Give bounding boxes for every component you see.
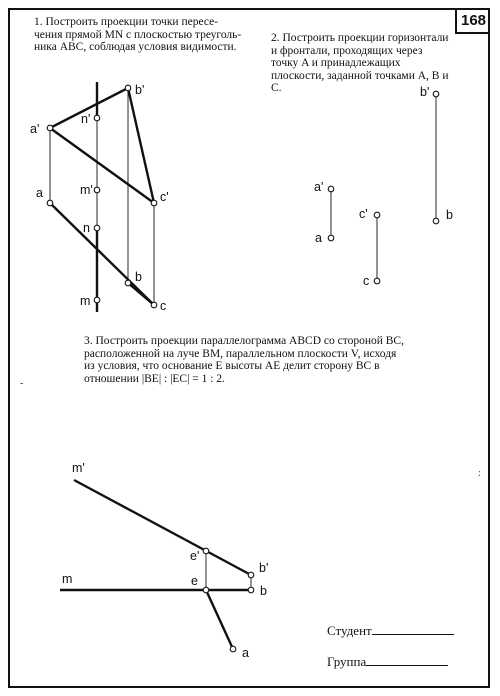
label-b-prime: b'	[420, 85, 430, 99]
point-b-prime	[433, 91, 439, 97]
label-m-prime: m'	[80, 183, 93, 197]
point-b	[433, 218, 439, 224]
label-c: c	[160, 299, 167, 313]
point-a	[47, 200, 53, 206]
label-n: n	[83, 221, 90, 235]
label-a: a	[36, 186, 43, 200]
label-b-prime: b'	[135, 83, 145, 97]
student-field	[327, 622, 454, 639]
point-a	[230, 646, 236, 652]
label-b: b	[135, 270, 142, 284]
label-a-prime: a'	[314, 180, 324, 194]
student-blank-line	[372, 622, 454, 635]
point-b-prime	[125, 85, 131, 91]
edge-a-c	[50, 203, 154, 305]
point-c-prime	[151, 200, 157, 206]
point-m-prime	[94, 187, 100, 193]
student-label: Студент	[327, 623, 372, 638]
task-3-text: 3. Построить проекции параллелограмма ABCD со стороной BC, расположенной на луче BM, параллельном плоскости V, исходя из условия, что основание E высоты AE делит сторону BC в отношении |BE| : |EC| = 1 : 2.	[84, 335, 404, 385]
point-b	[125, 280, 131, 286]
group-blank-line	[366, 653, 448, 666]
label-b-prime: b'	[259, 561, 269, 575]
point-c	[374, 278, 380, 284]
line-b-prime-m-prime	[74, 480, 251, 575]
label-m-prime: m'	[72, 461, 85, 475]
group-field	[327, 653, 448, 670]
group-label: Группа	[327, 654, 367, 669]
label-a: a	[242, 646, 249, 660]
point-a-prime	[47, 125, 53, 131]
task-3-drawing	[60, 461, 268, 660]
label-e-prime: e'	[190, 549, 200, 563]
point-m	[94, 297, 100, 303]
label-c-prime: c'	[160, 190, 169, 204]
label-c-prime: c'	[359, 207, 368, 221]
line-e-a	[206, 590, 233, 649]
label-n-prime: n'	[81, 112, 91, 126]
point-n	[94, 225, 100, 231]
point-e	[203, 587, 209, 593]
point-c	[151, 302, 157, 308]
task-1-text: 1. Построить проекции точки пересе-чения прямой MN с плоскостью треуголь-ника ABC, соблюдая условия видимости.	[34, 16, 242, 53]
task-2-drawing	[314, 85, 453, 288]
label-e: e	[191, 574, 198, 588]
label-c: c	[363, 274, 370, 288]
point-e-prime	[203, 548, 209, 554]
task-1-drawing	[30, 82, 169, 313]
task-2-text: 2. Построить проекции горизонтали и фронтали, проходящих через точку A и принадлежащих плоскости, заданной точками A, B и C.	[271, 32, 449, 94]
point-a	[328, 235, 334, 241]
label-m: m	[80, 294, 91, 308]
label-a-prime: a'	[30, 122, 40, 136]
label-a: a	[315, 231, 322, 245]
edge-b-c	[128, 283, 154, 305]
margin-mark-right: :	[478, 468, 481, 479]
point-c-prime	[374, 212, 380, 218]
page-number: 168	[455, 10, 490, 34]
label-b: b	[446, 208, 453, 222]
point-b	[248, 587, 254, 593]
label-m: m	[62, 572, 73, 586]
label-b: b	[260, 584, 267, 598]
margin-mark-left: -	[20, 378, 24, 389]
point-a-prime	[328, 186, 334, 192]
point-n-prime	[94, 115, 100, 121]
point-b-prime	[248, 572, 254, 578]
